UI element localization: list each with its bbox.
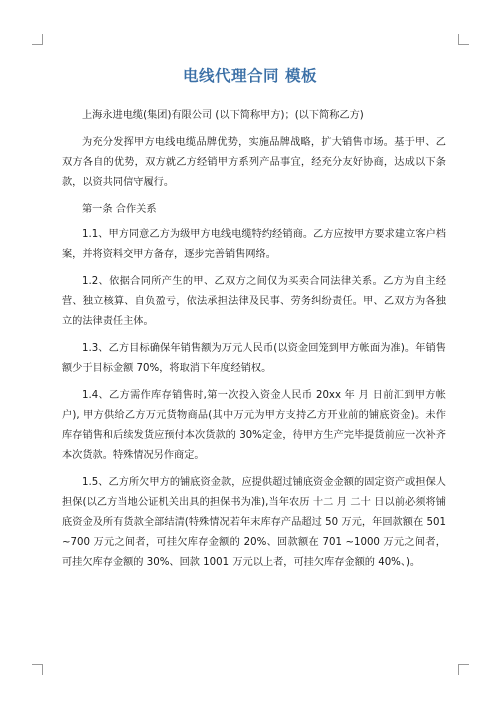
clause-1-1: 1.1、甲方同意乙方为级甲方电线电缆特约经销商。乙方应按甲方要求建立客户档案，并将资料交甲方备存，逐步完善销售网络。: [62, 229, 446, 260]
clause-1-3: 1.3、乙方目标确保年销售额为万元人民币(以资金回笼到甲方帐面为准)。年销售额少于目标金额 70%，将取消下年度经销权。: [62, 343, 446, 374]
document-title: 电线代理合同 模板: [183, 67, 317, 85]
crop-mark-top-right: [458, 34, 469, 45]
preamble-paragraph: 为充分发挥甲方电线电缆品牌优势，实施品牌战略，扩大销售市场。基于甲、乙双方各自的优势，双方就乙方经销甲方系列产品事宜，经充分友好协商，达成以下条款，以资共同信守履行。: [62, 137, 446, 188]
crop-mark-top-left: [32, 34, 43, 45]
section-heading: 第一条 合作关系: [82, 204, 157, 215]
clause-1-4: 1.4、乙方需作库存销售时,第一次投入资金人民币 20xx 年 月 日前汇到甲方帐户), 甲方供给乙方万元货物商品(其中万元为甲方支持乙方开业前的铺底资金)。未作库存销售和后续发货应预付本次货款的 30%定金，待甲方生产完毕提货前应一次补齐本次货款。特殊情况另作商定。: [62, 390, 446, 461]
clause-1-2: 1.2、依据合同所产生的甲、乙双方之间仅为买卖合同法律关系。乙方为自主经营、独立核算、自负盈亏，依法承担法律及民事、劳务纠纷责任。甲、乙双方为各独立的法律责任主体。: [62, 276, 446, 327]
crop-mark-bottom-right: [458, 664, 469, 675]
document-body: [62, 106, 446, 580]
clause-1-5: 1.5、乙方所欠甲方的铺底资金款，应提供超过铺底资金金额的固定资产或担保人担保(以乙方当地公证机关出具的担保书为准),当年农历 十二 月 二十 日以前必须将铺底资金及所有货款全部结清(特殊情况若年末库存产品超过 50 万元，年回款额在 501 ~700 万元之间者，可挂欠库存金额的 20%、回款额在 701 ~1000 万元之间者，可挂欠库存金额的 30%、回款 1001 万元以上者，可挂欠库存金额的 40%、)。: [62, 477, 446, 568]
party-line: 上海永进电缆(集团)有限公司 (以下简称甲方)；(以下简称乙方): [82, 110, 364, 121]
crop-mark-bottom-left: [32, 664, 43, 675]
